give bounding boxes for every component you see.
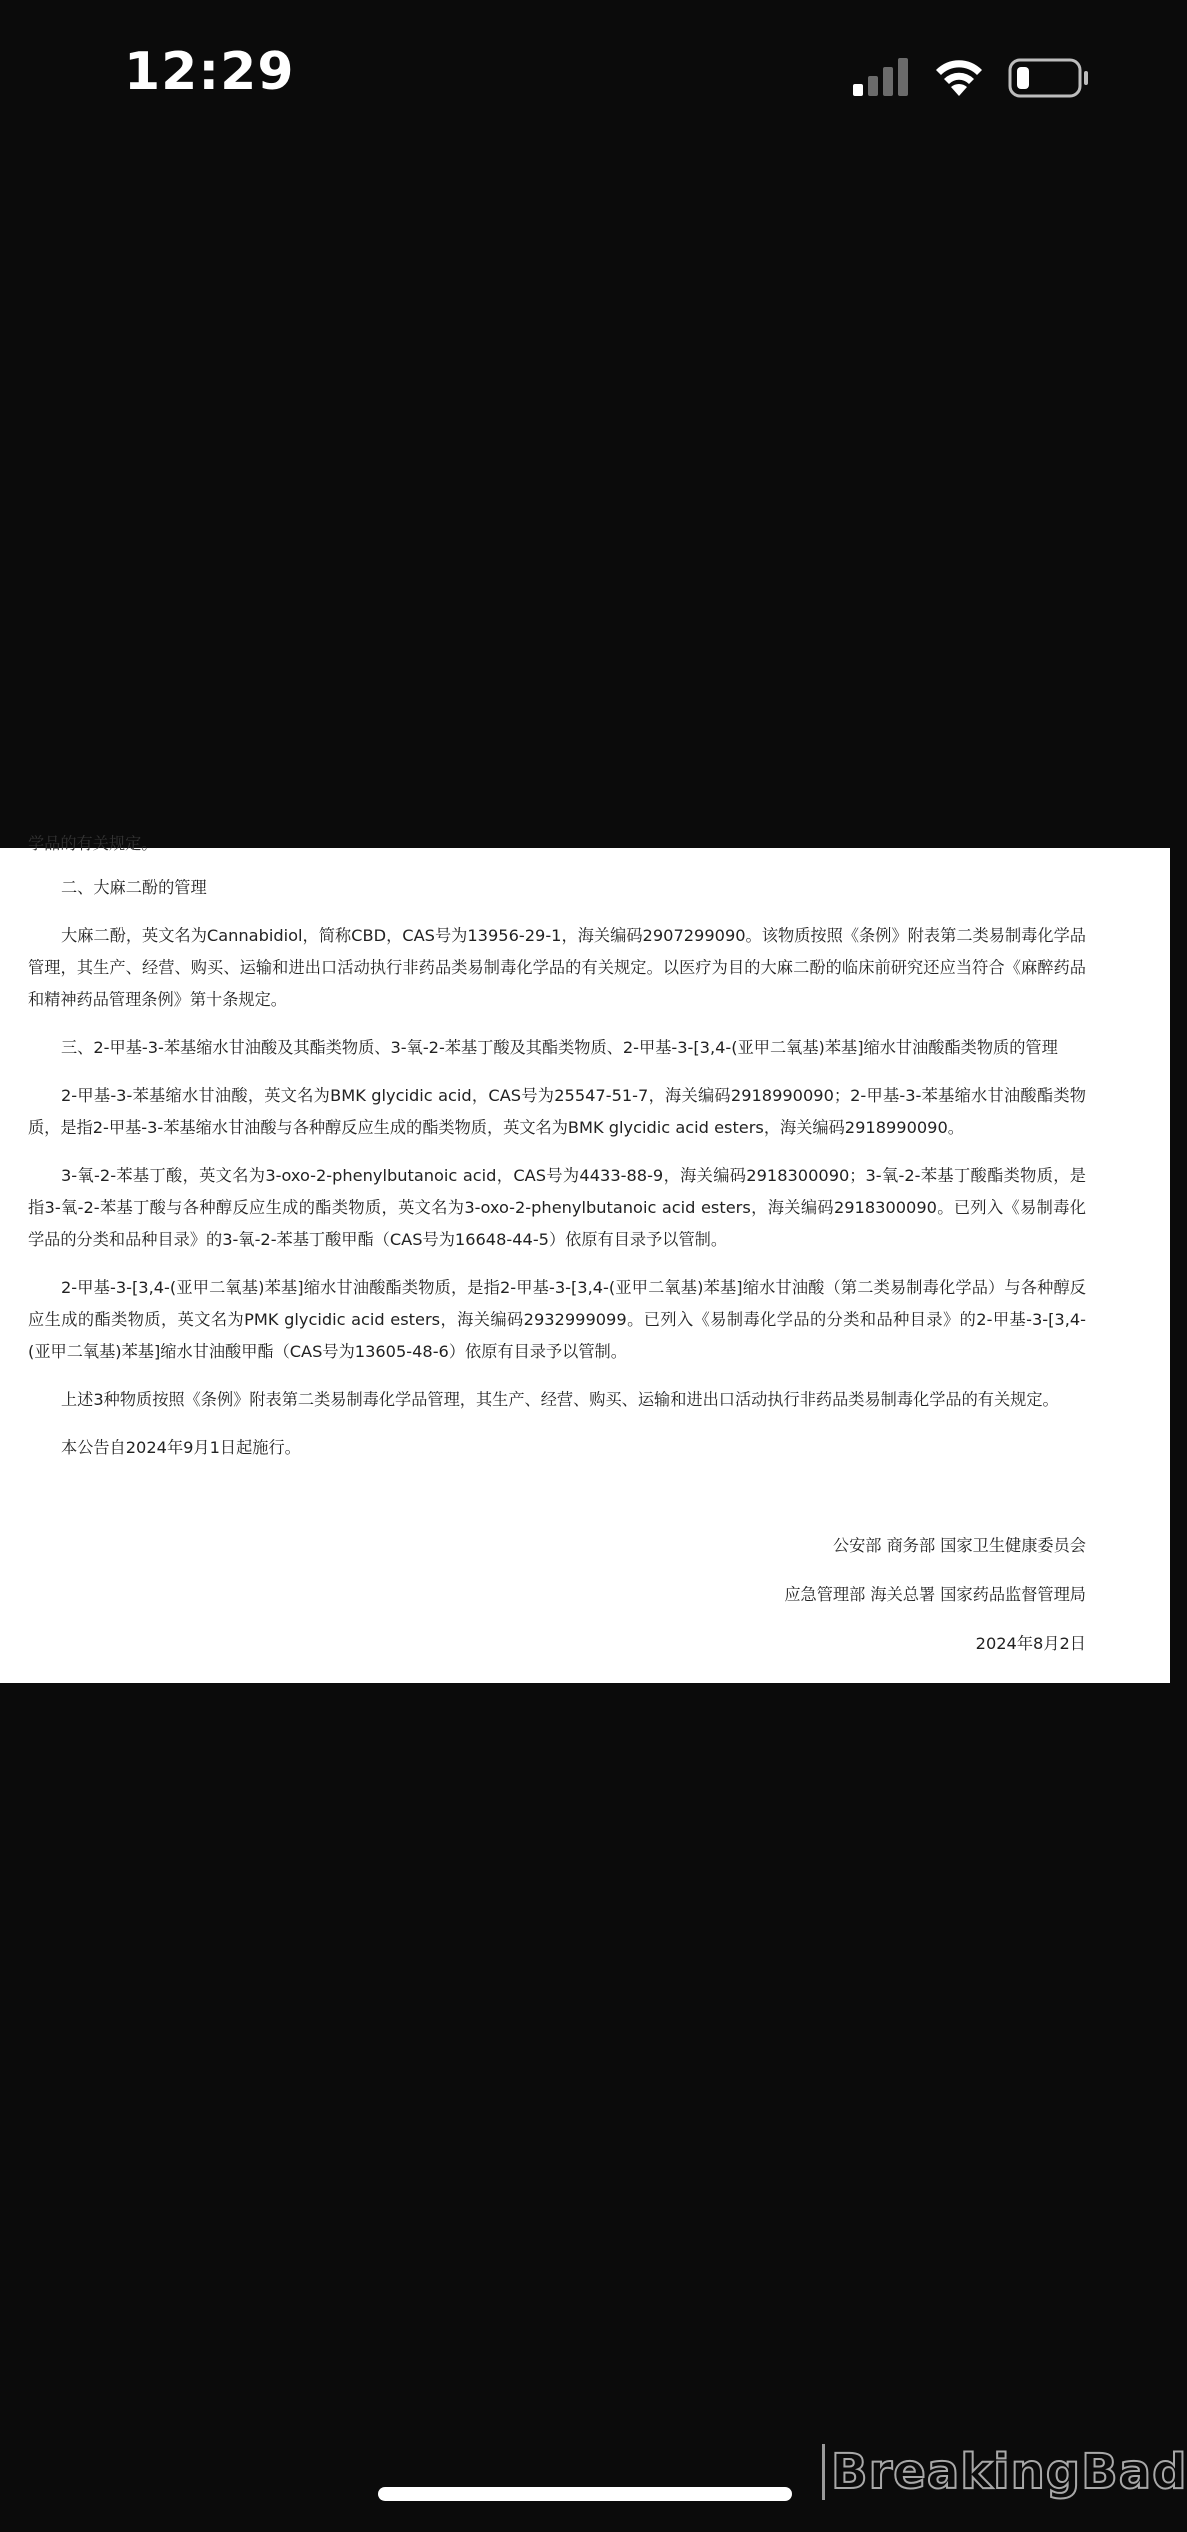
status-bar [0,0,1170,150]
home-indicator[interactable] [378,2487,792,2501]
paragraph-bmk: 2-甲基-3-苯基缩水甘油酸，英文名为BMK glycidic acid，CAS号为25547-51-7，海关编码2918990090；2-甲基-3-苯基缩水甘油酸酯类物质，是指2-甲基-3-苯基缩水甘油酸与各种醇反应生成的酯类物质，英文名为BMK glycidic acid esters，海关编码2918990090。 [28,1086,1086,1137]
paragraph-cbd: 大麻二酚，英文名为Cannabidiol，简称CBD，CAS号为13956-29-1，海关编码2907299090。该物质按照《条例》附表第二类易制毒化学品管理，其生产、经营、购买、运输和进出口活动执行非药品类易制毒化学品的有关规定。以医疗为目的大麻二酚的临床前研究还应当符合《麻醉药品和精神药品管理条例》第十条规定。 [28,926,1086,1009]
watermark-bar [822,2444,825,2500]
wifi-icon [933,56,985,96]
truncated-line: 学品的有关规定。 [28,834,158,853]
paragraph-pmk: 2-甲基-3-[3,4-(亚甲二氧基)苯基]缩水甘油酸酯类物质，是指2-甲基-3-[3,4-(亚甲二氧基)苯基]缩水甘油酸（第二类易制毒化学品）与各种醇反应生成的酯类物质，英文名为PMK glycidic acid esters，海关编码2932999099。已列入《易制毒化学品的分类和品种目录》的2-甲基-3-[3,4-(亚甲二氧基)苯基]缩水甘油酸甲酯（CAS号为13605-48-6）依原有目录予以管制。 [28,1278,1086,1361]
watermark [822,2442,1187,2502]
section-heading-glycidic: 三、2-甲基-3-苯基缩水甘油酸及其酯类物质、3-氧-2-苯基丁酸及其酯类物质、2-甲基-3-[3,4-(亚甲二氧基)苯基]缩水甘油酸酯类物质的管理 [61,1038,1058,1057]
document-date: 2024年8月2日 [975,1634,1086,1653]
paragraph-oxo: 3-氧-2-苯基丁酸，英文名为3-oxo-2-phenylbutanoic acid，CAS号为4433-88-9，海关编码2918300090；3-氧-2-苯基丁酸酯类物质，是指3-氧-2-苯基丁酸与各种醇反应生成的酯类物质，英文名为3-oxo-2-phenylbutanoic acid esters，海关编码2918300090。已列入《易制毒化学品的分类和品种目录》的3-氧-2-苯基丁酸甲酯（CAS号为16648-44-5）依原有目录予以管制。 [28,1166,1086,1249]
paragraph-summary: 上述3种物质按照《条例》附表第二类易制毒化学品管理，其生产、经营、购买、运输和进出口活动执行非药品类易制毒化学品的有关规定。 [61,1390,1059,1409]
paragraph-effective-date: 本公告自2024年9月1日起施行。 [61,1438,301,1457]
document-content [28,834,1086,1660]
signatories-line-2: 应急管理部 海关总署 国家药品监督管理局 [784,1585,1086,1604]
document-page [0,834,1170,1683]
section-heading-cbd: 二、大麻二酚的管理 [61,878,207,897]
battery-low-icon [1008,58,1090,98]
watermark-text: BreakingBad [831,2444,1187,2500]
status-time: 12:29 [124,42,295,102]
cellular-signal-icon [853,58,915,96]
signatories-line-1: 公安部 商务部 国家卫生健康委员会 [832,1536,1086,1555]
